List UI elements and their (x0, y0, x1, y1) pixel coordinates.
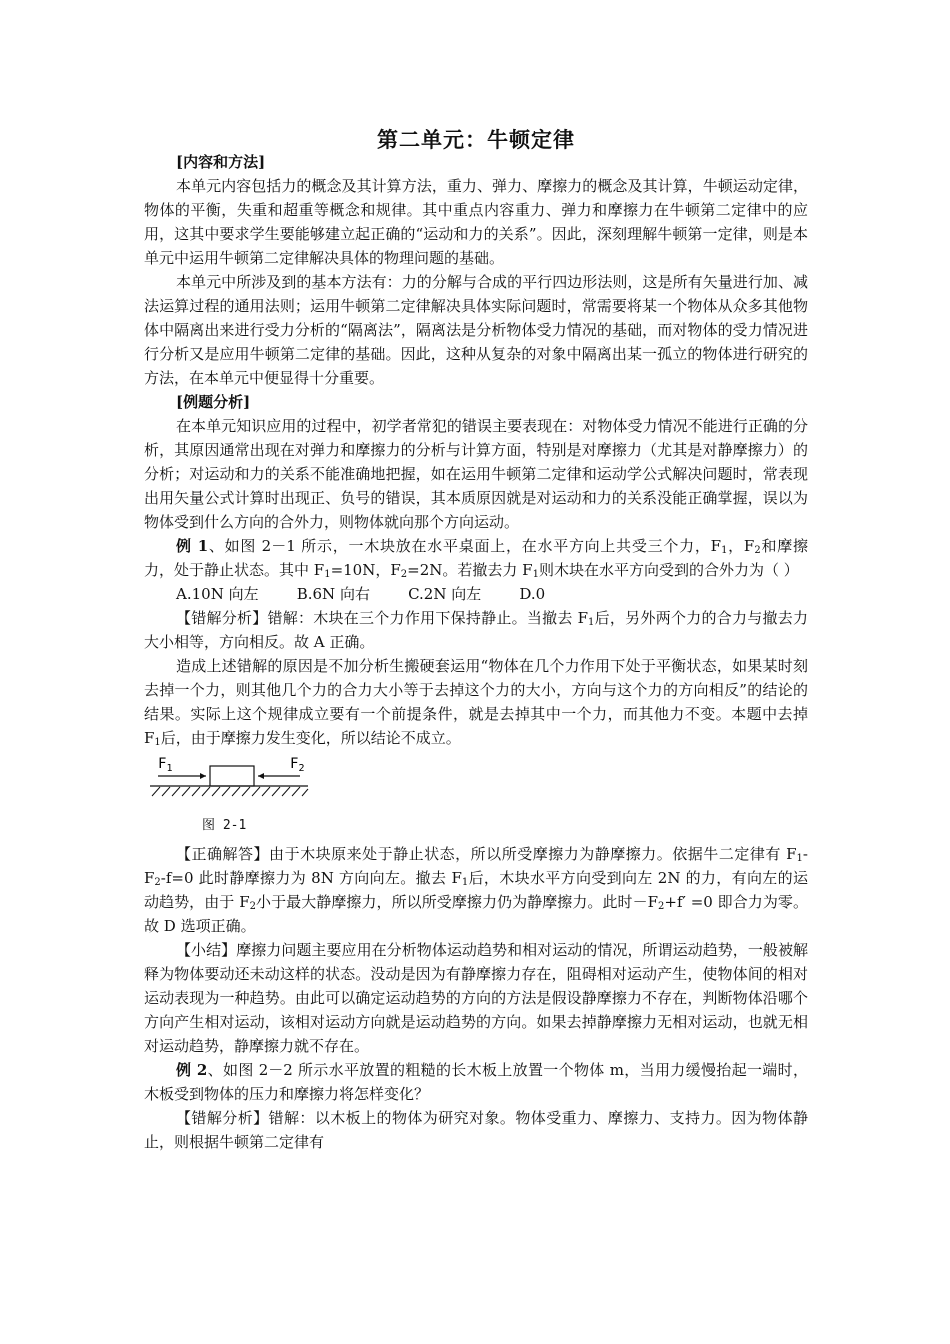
figure-2-1 (144, 754, 808, 842)
arrow-f2-head (258, 773, 264, 779)
subscript: 1 (796, 853, 803, 864)
subscript: 1 (721, 545, 728, 556)
example-1-text-e: =2N。若撤去力 F (407, 561, 533, 579)
summary: 【小结】摩擦力问题主要应用在分析物体运动趋势和相对运动的情况，所谓运动趋势，一般被解释为物体要动还未动这样的状态。没动是因为有静摩擦力存在，阻碍相对运动产生，使物体间的相对运动表现为一种趋势。由此可以确定运动趋势的方向的方法是假设静摩擦力不存在，判断物体沿哪个方向产生相对运动，该相对运动方向就是运动趋势的方向。如果去掉静摩擦力无相对运动，也就无相对运动趋势，静摩擦力就不存在。 (144, 941, 808, 1055)
block-force-diagram (148, 754, 318, 814)
page-title: 第二单元：牛顿定律 (377, 128, 575, 152)
subscript: 2 (754, 545, 761, 556)
example-1-text-f: 则木块在水平方向受到的合外力为（ ） (538, 561, 799, 579)
section-heading-examples: [例题分析] (176, 393, 251, 411)
paragraph-common-errors: 在本单元知识应用的过程中，初学者常犯的错误主要表现在：对物体受力情况不能进行正确的分析，其原因通常出现在对弹力和摩擦力的分析与计算方面，特别是对摩擦力（尤其是对静摩擦力）的分析；对运动和力的关系不能准确地把握，如在运用牛顿第二定律和运动学公式解决问题时，常表现出用矢量公式计算时出现正、负号的错误，其本质原因就是对运动和力的关系没能正确掌握，误以为物体受到什么方向的合外力，则物体就向那个方向运动。 (144, 417, 808, 531)
subscript: 1 (324, 569, 331, 580)
example-2-text: 、如图 2－2 所示水平放置的粗糙的长木板上放置一个物体 m，当用力缓慢抬起一端时，木板受到物体的压力和摩擦力将怎样变化？ (144, 1061, 808, 1103)
example-1-options: A.10N 向左 B.6N 向右 C.2N 向左 D.0 (176, 585, 546, 603)
subscript: 2 (249, 901, 256, 912)
subscript: 1 (461, 877, 469, 888)
example-1-text-d: =10N，F (330, 561, 401, 579)
figure-caption: 图 2-1 (202, 818, 247, 833)
wrong-analysis-1-text-b: 后，另外两个力的合力与撤去力大小相等，方向相反。故 A 正确。 (144, 609, 808, 651)
error-cause-text-a: 造成上述错解的原因是不加分析生搬硬套运用“物体在几个力作用下处于平衡状态，如果某时刻去掉一个力，则其他几个力的合力大小等于去掉这个力的大小，方向与这个力的方向相反”的结论的结果。实际上这个规律成立要有一个前提条件，就是去掉其中一个力，而其他力不变。本题中去掉 F (144, 657, 808, 747)
correct-text-a: 【正确解答】由于木块原来处于静止状态，所以所受摩擦力为静摩擦力。依据牛二定律有 F (176, 845, 797, 863)
example-1-text-a: 、如图 2－1 所示，一木块放在水平桌面上，在水平方向上共受三个力，F (208, 537, 722, 555)
section-heading-content-method: [内容和方法] (176, 153, 266, 171)
example-1-text-b: ，F (727, 537, 755, 555)
wrong-analysis-1 (144, 606, 808, 654)
arrow-f1-head (200, 773, 206, 779)
label-f1: $F_1$ (158, 756, 173, 774)
example-2-label: 例 2 (176, 1061, 208, 1079)
subscript: 2 (658, 901, 665, 912)
correct-text-f: +f′ =0 即合力为零。故 D 选项正确。 (144, 893, 808, 935)
error-cause-text-b: 后，由于摩擦力发生变化，所以结论不成立。 (160, 729, 461, 747)
paragraph-methods: 本单元中所涉及到的基本方法有：力的分解与合成的平行四边形法则，这是所有矢量进行加、减法运算过程的通用法则；运用牛顿第二定律解决具体实际问题时，常需要将某一个物体从众多其他物体中隔离出来进行受力分析的“隔离法”，隔离法是分析物体受力情况的基础，而对物体的受力情况进行分析又是应用牛顿第二定律的基础。因此，这种从复杂的对象中隔离出某一孤立的物体进行研究的方法，在本单元中便显得十分重要。 (144, 273, 808, 387)
correct-answer (144, 842, 808, 938)
subscript: 1 (532, 569, 539, 580)
subscript: 1 (588, 617, 595, 628)
subscript: 2 (400, 569, 408, 580)
wrong-analysis-2: 【错解分析】错解：以木板上的物体为研究对象。物体受重力、摩擦力、支持力。因为物体静止，则根据牛顿第二定律有 (144, 1109, 808, 1151)
correct-text-d: 后，木块水平方向受到向左 2N 的力，有向左的运动趋势，由于 F (144, 869, 808, 911)
correct-text-e: 小于最大静摩擦力，所以所受摩擦力仍为静摩擦力。此时－F (255, 893, 658, 911)
subscript: 2 (154, 877, 161, 888)
correct-text-c: -f=0 此时静摩擦力为 8N 方向向左。撤去 F (160, 869, 462, 887)
example-1-label: 例 1 (176, 537, 209, 555)
example-1-text-c: 和摩擦力，处于静止状态。其中 F (144, 537, 808, 579)
label-f2: $F_2$ (290, 756, 305, 774)
wooden-block (210, 766, 254, 786)
correct-text-b: -F (144, 845, 808, 887)
example-1 (144, 534, 808, 582)
ground-hatching (152, 787, 308, 796)
subscript: 1 (154, 737, 161, 748)
paragraph-error-cause (144, 654, 808, 750)
document-body (144, 150, 808, 1154)
paragraph-intro: 本单元内容包括力的概念及其计算方法，重力、弹力、摩擦力的概念及其计算，牛顿运动定律，物体的平衡，失重和超重等概念和规律。其中重点内容重力、弹力和摩擦力在牛顿第二定律中的应用，这其中要求学生要能够建立起正确的“运动和力的关系”。因此，深刻理解牛顿第一定律，则是本单元中运用牛顿第二定律解决具体的物理问题的基础。 (144, 177, 808, 267)
wrong-analysis-1-text-a: 【错解分析】错解：木块在三个力作用下保持静止。当撤去 F (176, 609, 589, 627)
example-2 (144, 1058, 808, 1106)
